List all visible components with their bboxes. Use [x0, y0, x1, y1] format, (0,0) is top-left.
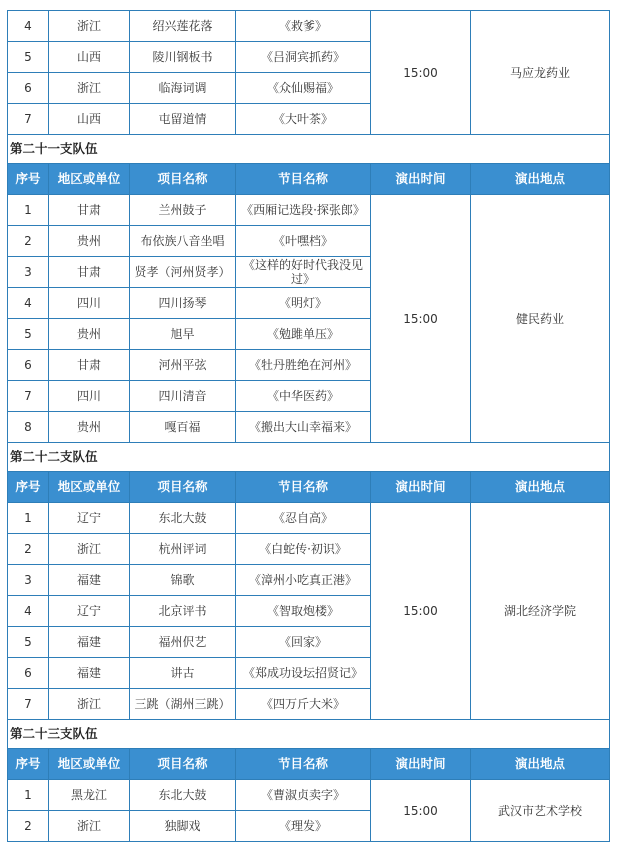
- column-header: 节目名称: [236, 749, 371, 780]
- column-header: 序号: [8, 164, 49, 195]
- project-name-cell: 独脚戏: [130, 811, 236, 842]
- region-cell: 福建: [49, 627, 130, 658]
- program-name-cell: 《忍自高》: [236, 503, 371, 534]
- row-number-cell: 4: [8, 596, 49, 627]
- project-name-cell: 讲古: [130, 658, 236, 689]
- region-cell: 福建: [49, 658, 130, 689]
- row-number-cell: 5: [8, 42, 49, 73]
- row-number-cell: 1: [8, 780, 49, 811]
- project-name-cell: 四川扬琴: [130, 288, 236, 319]
- table-row: [8, 780, 610, 811]
- region-cell: 四川: [49, 381, 130, 412]
- column-header: 地区或单位: [49, 749, 130, 780]
- table-row: [8, 195, 610, 226]
- performance-time-cell: 15:00: [371, 503, 471, 720]
- region-cell: 甘肃: [49, 257, 130, 288]
- project-name-cell: 河州平弦: [130, 350, 236, 381]
- performance-venue-cell: 健民药业: [471, 195, 610, 443]
- project-name-cell: 旭早: [130, 319, 236, 350]
- program-name-cell: 《回家》: [236, 627, 371, 658]
- row-number-cell: 7: [8, 381, 49, 412]
- column-header: 地区或单位: [49, 472, 130, 503]
- region-cell: 贵州: [49, 226, 130, 257]
- column-header: 序号: [8, 749, 49, 780]
- region-cell: 浙江: [49, 11, 130, 42]
- row-number-cell: 1: [8, 503, 49, 534]
- column-header: 地区或单位: [49, 164, 130, 195]
- project-name-cell: 东北大鼓: [130, 503, 236, 534]
- project-name-cell: 北京评书: [130, 596, 236, 627]
- column-header: 节目名称: [236, 164, 371, 195]
- program-name-cell: 《勉雎单压》: [236, 319, 371, 350]
- row-number-cell: 2: [8, 811, 49, 842]
- row-number-cell: 3: [8, 565, 49, 596]
- row-number-cell: 7: [8, 104, 49, 135]
- region-cell: 贵州: [49, 412, 130, 443]
- program-name-cell: 《中华医药》: [236, 381, 371, 412]
- performance-time-cell: 15:00: [371, 780, 471, 842]
- column-header: 项目名称: [130, 472, 236, 503]
- project-name-cell: 杭州评词: [130, 534, 236, 565]
- row-number-cell: 6: [8, 350, 49, 381]
- region-cell: 福建: [49, 565, 130, 596]
- program-name-cell: 《白蛇传·初识》: [236, 534, 371, 565]
- performance-venue-cell: 马应龙药业: [471, 11, 610, 135]
- program-name-cell: 《理发》: [236, 811, 371, 842]
- row-number-cell: 4: [8, 288, 49, 319]
- column-header: 项目名称: [130, 164, 236, 195]
- performance-venue-cell: 湖北经济学院: [471, 503, 610, 720]
- program-name-cell: 《叶嘿档》: [236, 226, 371, 257]
- region-cell: 四川: [49, 288, 130, 319]
- column-header: 演出地点: [471, 164, 610, 195]
- region-cell: 浙江: [49, 811, 130, 842]
- region-cell: 辽宁: [49, 596, 130, 627]
- team-title: 第二十二支队伍: [8, 443, 610, 472]
- column-header: 演出地点: [471, 472, 610, 503]
- project-name-cell: 布依族八音坐唱: [130, 226, 236, 257]
- project-name-cell: 兰州鼓子: [130, 195, 236, 226]
- program-name-cell: 《救爹》: [236, 11, 371, 42]
- row-number-cell: 6: [8, 73, 49, 104]
- performance-venue-cell: 武汉市艺术学校: [471, 780, 610, 842]
- project-name-cell: 屯留道情: [130, 104, 236, 135]
- region-cell: 贵州: [49, 319, 130, 350]
- region-cell: 甘肃: [49, 195, 130, 226]
- row-number-cell: 5: [8, 627, 49, 658]
- column-header: 演出地点: [471, 749, 610, 780]
- program-name-cell: 《搬出大山幸福来》: [236, 412, 371, 443]
- row-number-cell: 5: [8, 319, 49, 350]
- team-title-row: [8, 720, 610, 749]
- performance-time-cell: 15:00: [371, 11, 471, 135]
- program-name-cell: 《漳州小吃真正港》: [236, 565, 371, 596]
- program-name-cell: 《西厢记选段·探张郎》: [236, 195, 371, 226]
- project-name-cell: 陵川钢板书: [130, 42, 236, 73]
- project-name-cell: 东北大鼓: [130, 780, 236, 811]
- row-number-cell: 2: [8, 226, 49, 257]
- table-row: [8, 503, 610, 534]
- row-number-cell: 8: [8, 412, 49, 443]
- team-title-row: [8, 443, 610, 472]
- region-cell: 浙江: [49, 689, 130, 720]
- table-row: [8, 11, 610, 42]
- region-cell: 甘肃: [49, 350, 130, 381]
- region-cell: 浙江: [49, 73, 130, 104]
- project-name-cell: 绍兴莲花落: [130, 11, 236, 42]
- row-number-cell: 7: [8, 689, 49, 720]
- column-header: 演出时间: [371, 472, 471, 503]
- column-header: 序号: [8, 472, 49, 503]
- column-header: 节目名称: [236, 472, 371, 503]
- region-cell: 浙江: [49, 534, 130, 565]
- column-header: 项目名称: [130, 749, 236, 780]
- program-name-cell: 《曹淑贞卖字》: [236, 780, 371, 811]
- schedule-table: [7, 10, 610, 842]
- column-header: 演出时间: [371, 164, 471, 195]
- column-header: 演出时间: [371, 749, 471, 780]
- region-cell: 辽宁: [49, 503, 130, 534]
- program-name-cell: 《大叶茶》: [236, 104, 371, 135]
- header-row: [8, 164, 610, 195]
- schedule-body: [8, 11, 610, 842]
- region-cell: 山西: [49, 42, 130, 73]
- program-name-cell: 《牡丹胜绝在河州》: [236, 350, 371, 381]
- program-name-cell: 《郑成功设坛招贤记》: [236, 658, 371, 689]
- project-name-cell: 贤孝（河州贤孝）: [130, 257, 236, 288]
- row-number-cell: 6: [8, 658, 49, 689]
- team-title-row: [8, 135, 610, 164]
- row-number-cell: 2: [8, 534, 49, 565]
- program-name-cell: 《智取炮楼》: [236, 596, 371, 627]
- performance-time-cell: 15:00: [371, 195, 471, 443]
- program-name-cell: 《四万斤大米》: [236, 689, 371, 720]
- project-name-cell: 临海词调: [130, 73, 236, 104]
- program-name-cell: 《吕洞宾抓药》: [236, 42, 371, 73]
- header-row: [8, 749, 610, 780]
- program-name-cell: 《明灯》: [236, 288, 371, 319]
- project-name-cell: 三跳（湖州三跳）: [130, 689, 236, 720]
- program-name-cell: 《这样的好时代我没见过》: [236, 257, 371, 288]
- header-row: [8, 472, 610, 503]
- project-name-cell: 嘎百福: [130, 412, 236, 443]
- region-cell: 黑龙江: [49, 780, 130, 811]
- team-title: 第二十三支队伍: [8, 720, 610, 749]
- row-number-cell: 1: [8, 195, 49, 226]
- row-number-cell: 4: [8, 11, 49, 42]
- program-name-cell: 《众仙赐福》: [236, 73, 371, 104]
- project-name-cell: 锦歌: [130, 565, 236, 596]
- team-title: 第二十一支队伍: [8, 135, 610, 164]
- region-cell: 山西: [49, 104, 130, 135]
- project-name-cell: 福州伬艺: [130, 627, 236, 658]
- project-name-cell: 四川清音: [130, 381, 236, 412]
- row-number-cell: 3: [8, 257, 49, 288]
